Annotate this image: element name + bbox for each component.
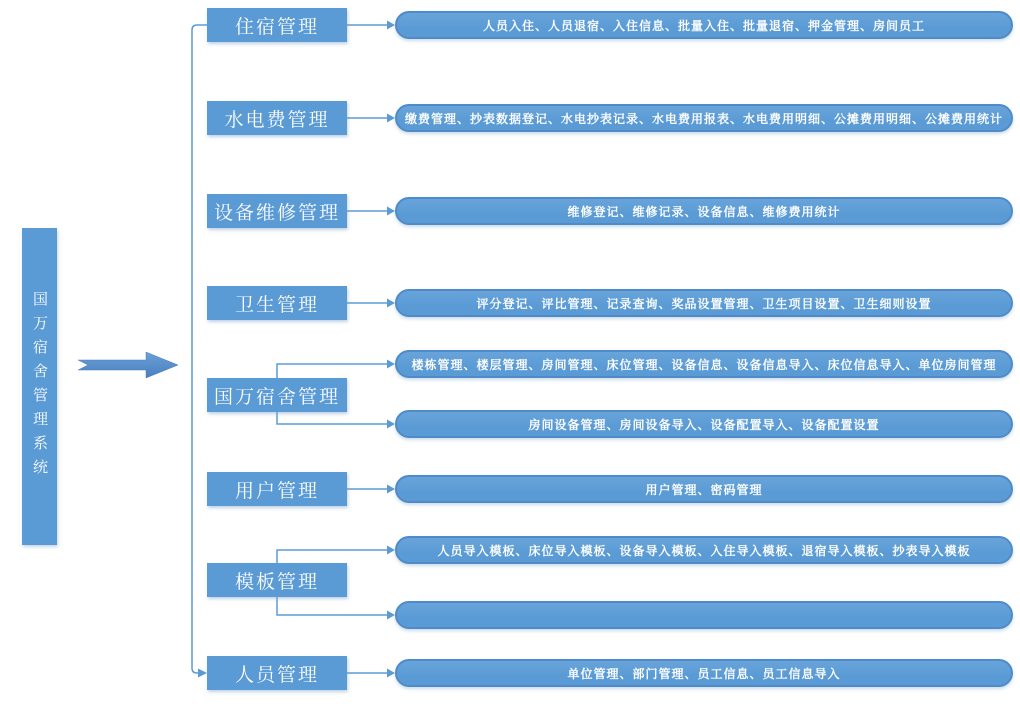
block-arrow-icon: [78, 351, 178, 379]
module-box-hygiene: 卫生管理: [207, 286, 347, 320]
arrowhead-template-up: [387, 546, 395, 555]
detail-pill-templates-1: 人员导入模板、床位导入模板、设备导入模板、入住导入模板、退宿导入模板、抄表导入模板: [395, 536, 1013, 564]
module-box-accommodation: 住宿管理: [207, 8, 347, 42]
detail-pill-templates-2: [395, 601, 1013, 629]
arrowhead-template-down: [387, 611, 395, 620]
arrowhead-trunk-bottom: [198, 669, 207, 678]
module-box-users: 用户管理: [207, 472, 347, 506]
arrowhead-row8: [387, 669, 395, 678]
trunk-line: [192, 25, 207, 673]
root-node-label: 国万宿舍管理系统: [31, 290, 48, 483]
module-box-equipment-repair: 设备维修管理: [207, 194, 347, 228]
detail-pill-equipment-repair: 维修登记、维修记录、设备信息、维修费用统计: [395, 197, 1013, 225]
module-box-personnel: 人员管理: [207, 656, 347, 690]
detail-pill-dorm-management-2: 房间设备管理、房间设备导入、设备配置导入、设备配置设置: [395, 410, 1013, 438]
arrowhead-row6: [387, 485, 395, 494]
arrowhead-row1: [387, 21, 395, 30]
arrowhead-row2: [387, 114, 395, 123]
module-box-templates: 模板管理: [207, 563, 347, 597]
detail-pill-accommodation: 人员入住、人员退宿、入住信息、批量入住、批量退宿、押金管理、房间员工: [395, 11, 1013, 39]
arrowhead-dorm-up: [387, 360, 395, 369]
detail-pill-utilities-fee: 缴费管理、抄表数据登记、水电抄表记录、水电费用报表、水电费用明细、公摊费用明细、公摊费用统计: [395, 104, 1013, 132]
connector-template-down: [277, 597, 387, 615]
detail-pill-users: 用户管理、密码管理: [395, 475, 1013, 503]
module-box-dorm-management: 国万宿舍管理: [207, 378, 347, 412]
arrowhead-row3: [387, 207, 395, 216]
module-box-utilities-fee: 水电费管理: [207, 101, 347, 135]
detail-pill-dorm-management-1: 楼栋管理、楼层管理、房间管理、床位管理、设备信息、设备信息导入、床位信息导入、单位房间管理: [395, 350, 1013, 378]
connector-dorm-down: [277, 412, 387, 424]
detail-pill-personnel: 单位管理、部门管理、员工信息、员工信息导入: [395, 659, 1013, 687]
root-node-system: [22, 228, 57, 545]
detail-pill-hygiene: 评分登记、评比管理、记录查询、奖品设置管理、卫生项目设置、卫生细则设置: [395, 289, 1013, 317]
connector-template-up: [277, 550, 387, 563]
arrowhead-row4: [387, 299, 395, 308]
connector-dorm-up: [277, 364, 387, 378]
arrowhead-dorm-down: [387, 420, 395, 429]
